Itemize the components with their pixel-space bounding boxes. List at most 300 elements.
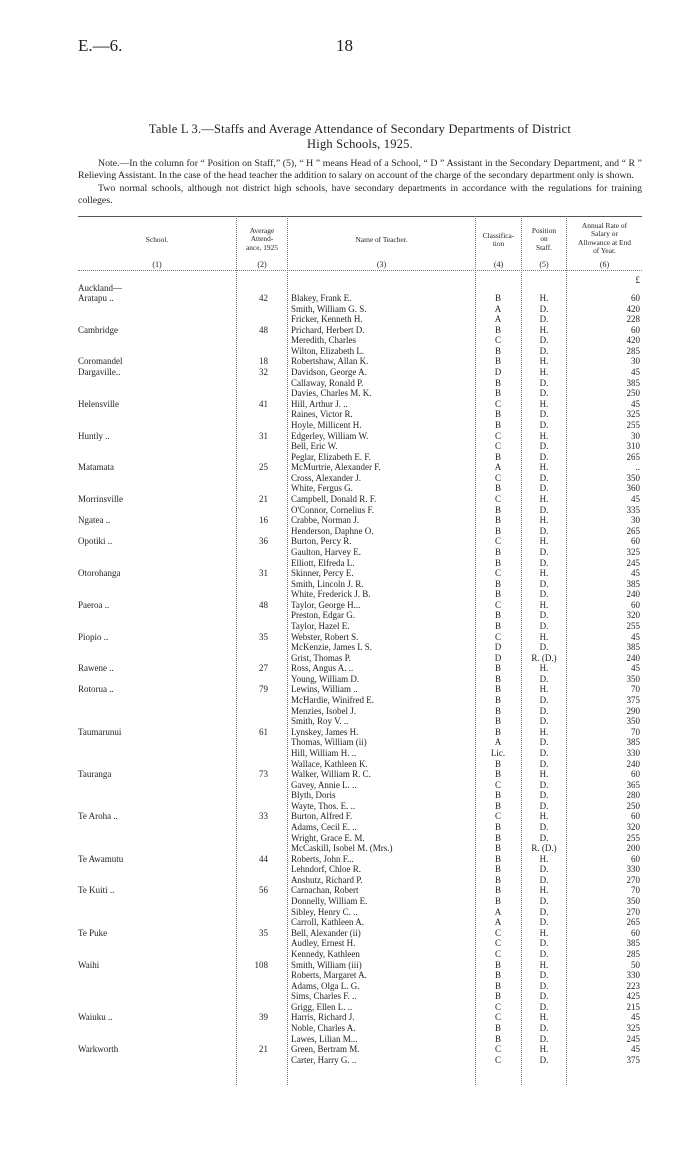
position-cell: D.: [539, 705, 549, 716]
col-header-school: School.: [145, 235, 169, 244]
classification-cell: C: [494, 536, 501, 547]
table-row: [0, 822, 700, 833]
table-row: [0, 1023, 700, 1034]
salary-cell: 240: [626, 758, 640, 769]
salary-cell: 330: [626, 970, 640, 981]
table-row: [0, 981, 700, 992]
teacher-name-cell: Green, Bertram M.: [291, 1044, 360, 1055]
position-cell: D.: [539, 578, 549, 589]
position-cell: D.: [539, 451, 549, 462]
salary-cell: 320: [626, 610, 640, 621]
position-cell: D.: [539, 790, 549, 801]
position-cell: D.: [539, 832, 549, 843]
teacher-name-cell: Wright, Grace E. M.: [291, 832, 365, 843]
position-cell: D.: [539, 345, 549, 356]
table-row: [0, 748, 700, 759]
classification-cell: B: [494, 356, 501, 367]
col-header-teacher: Name of Teacher.: [355, 235, 408, 244]
table-row: [0, 663, 700, 674]
school-cell: Matamata: [78, 462, 114, 473]
attendance-cell: 35: [259, 631, 268, 642]
classification-cell: B: [494, 822, 501, 832]
classification-cell: B: [494, 663, 501, 674]
teacher-name-cell: Peglar, Elizabeth E. F.: [291, 451, 371, 462]
teacher-name-cell: Lewins, William ..: [291, 684, 358, 695]
classification-cell: B: [494, 684, 501, 695]
classification-cell: C: [494, 441, 501, 452]
salary-cell: 45: [631, 367, 640, 378]
table-title-line-1: Table L 3.—Staffs and Average Attendance of Secondary Departments of District: [148, 122, 572, 136]
col-header-attendance-line-2: Attend-: [250, 234, 274, 244]
table-row: [0, 875, 700, 886]
position-cell: H.: [539, 631, 549, 642]
classification-cell: B: [494, 991, 501, 1002]
classification-cell: B: [494, 409, 501, 420]
classification-cell: B: [494, 853, 501, 864]
teacher-name-cell: Henderson, Daphne O.: [291, 525, 374, 536]
teacher-name-cell: Skinner, Percy E.: [291, 568, 354, 579]
teacher-name-cell: Anshutz, Richard P.: [291, 874, 363, 885]
classification-cell: A: [494, 906, 502, 917]
col-header-attendance: [237, 227, 287, 252]
classification-cell: A: [494, 462, 502, 473]
school-cell: Piopio ..: [78, 631, 109, 642]
classification-cell: C: [494, 938, 501, 949]
salary-cell: 250: [626, 388, 640, 399]
school-cell: Rawene ..: [78, 663, 114, 674]
table-row: [0, 431, 700, 442]
table-row: [0, 780, 700, 791]
salary-cell: 425: [626, 991, 640, 1002]
table-row: [0, 325, 700, 336]
table-row: [0, 399, 700, 410]
classification-cell: B: [494, 673, 501, 684]
position-cell: H.: [539, 398, 549, 409]
classification-cell: B: [494, 1033, 501, 1044]
salary-cell: 255: [626, 419, 640, 430]
position-cell: D.: [539, 864, 549, 875]
position-cell: H.: [539, 324, 549, 335]
teacher-name-cell: Lynskey, James H.: [291, 726, 359, 737]
col-number-1: (1): [152, 260, 162, 269]
table-row: [0, 526, 700, 537]
classification-cell: B: [494, 345, 501, 356]
table-row: [0, 441, 700, 452]
col-header-classification-line-1: Classifica-: [482, 231, 515, 240]
attendance-cell: 79: [259, 684, 268, 695]
teacher-name-cell: McMurtrie, Alexander F.: [291, 462, 381, 473]
teacher-name-cell: McHardie, Winifred E.: [291, 695, 374, 706]
position-cell: H.: [539, 684, 549, 695]
attendance-cell: 42: [259, 293, 268, 303]
position-cell: D.: [539, 388, 549, 399]
classification-cell: B: [494, 843, 501, 854]
classification-cell: B: [494, 557, 501, 568]
teacher-name-cell: Blyth, Doris: [291, 790, 336, 801]
position-cell: D.: [539, 546, 549, 557]
classification-cell: C: [494, 1001, 501, 1012]
classification-cell: B: [494, 377, 501, 388]
position-cell: D.: [539, 673, 549, 684]
salary-cell: 285: [626, 948, 640, 959]
teacher-name-cell: Smith, Lincoln J. R.: [291, 578, 364, 589]
teacher-name-cell: Fricker, Kenneth H.: [291, 314, 363, 325]
salary-cell: 30: [631, 515, 640, 526]
table-row: [0, 674, 700, 685]
salary-cell: 245: [626, 1033, 640, 1044]
position-cell: D.: [539, 472, 549, 483]
attendance-cell: 41: [259, 398, 268, 409]
classification-cell: B: [494, 758, 501, 769]
salary-cell: 350: [626, 896, 640, 907]
region-label: Auckland—: [78, 283, 122, 293]
position-cell: H.: [539, 726, 549, 737]
position-cell: D.: [539, 504, 549, 515]
teacher-name-cell: Wilton, Elizabeth L.: [291, 345, 365, 356]
teacher-name-cell: Carter, Harry G. ..: [291, 1054, 357, 1065]
classification-cell: B: [494, 790, 501, 801]
teacher-name-cell: Callaway, Ronald P.: [291, 377, 364, 388]
school-cell: Tauranga: [78, 769, 112, 780]
note-paragraph-2: Two normal schools, although not district high schools, have secondary departments in accordance with the regulations for training colleges.: [78, 183, 642, 206]
position-cell: D.: [539, 822, 549, 832]
page-number: 18: [336, 36, 353, 55]
classification-cell: B: [494, 716, 501, 727]
salary-cell: 320: [626, 822, 640, 832]
table-row: [0, 854, 700, 865]
position-cell: D.: [539, 747, 549, 758]
table-row: [0, 917, 700, 928]
attendance-cell: 35: [259, 927, 268, 938]
salary-cell: 330: [626, 864, 640, 875]
teacher-name-cell: Smith, William G. S.: [291, 303, 367, 314]
classification-cell: B: [494, 620, 501, 631]
col-header-position: [522, 227, 566, 252]
attendance-cell: 33: [259, 811, 268, 822]
classification-cell: A: [494, 314, 502, 325]
attendance-cell: 18: [259, 356, 268, 367]
teacher-name-cell: Hoyle, Millicent H.: [291, 419, 362, 430]
table-title: [78, 122, 642, 152]
classification-cell: B: [494, 864, 501, 875]
classification-cell: B: [494, 324, 501, 335]
position-cell: H.: [539, 885, 549, 896]
school-cell: Paeroa ..: [78, 599, 110, 610]
position-cell: H.: [539, 663, 549, 674]
position-cell: D.: [539, 409, 549, 420]
col-number-6: (6): [599, 260, 610, 269]
position-cell: D.: [539, 980, 549, 991]
position-cell: H.: [539, 293, 549, 303]
classification-cell: C: [494, 335, 501, 346]
position-cell: R. (D.): [531, 652, 557, 663]
position-cell: H.: [539, 1044, 549, 1055]
col-header-classification: [476, 232, 521, 249]
teacher-name-cell: Burton, Alfred F.: [291, 811, 353, 822]
teacher-name-cell: Lawes, Lilian M...: [291, 1033, 358, 1044]
teacher-name-cell: Campbell, Donald R. F.: [291, 494, 377, 505]
school-cell: Morrinsville: [78, 494, 123, 505]
salary-cell: 385: [626, 377, 640, 388]
classification-cell: C: [494, 599, 501, 610]
position-cell: D.: [539, 938, 549, 949]
classification-cell: B: [494, 1023, 501, 1034]
classification-cell: B: [494, 695, 501, 706]
note-paragraph-1: Note.—In the column for “ Position on Staff,” (5), “ H ” means Head of a School, “ D ” Assistant in the Secondary Department, and “ R ” Relieving Assistant. In the case of the head teacher the addition to salary on account of the charge of the secondary department only is shown.: [78, 158, 642, 181]
position-cell: H.: [539, 515, 549, 526]
position-cell: H.: [539, 462, 549, 473]
classification-cell: C: [494, 430, 501, 441]
teacher-name-cell: Smith, William (iii): [291, 959, 362, 970]
classification-cell: B: [494, 970, 501, 981]
teacher-name-cell: Audley, Ernest H.: [291, 938, 356, 949]
salary-cell: 270: [626, 874, 640, 885]
table-row: [0, 642, 700, 653]
classification-cell: C: [494, 1012, 501, 1023]
table-row: [0, 727, 700, 738]
table-row: [0, 505, 700, 516]
position-cell: D.: [539, 1054, 549, 1065]
classification-cell: B: [494, 546, 501, 557]
position-cell: H.: [539, 1012, 549, 1023]
salary-cell: 30: [631, 430, 640, 441]
teacher-name-cell: Adams, Cecil E. ..: [291, 822, 357, 832]
school-cell: Aratapu ..: [78, 293, 114, 303]
attendance-cell: 31: [259, 568, 268, 579]
classification-cell: B: [494, 610, 501, 621]
position-cell: D.: [539, 695, 549, 706]
school-cell: Te Puke: [78, 927, 108, 938]
teacher-name-cell: Davidson, George A.: [291, 367, 367, 378]
table-row: [0, 695, 700, 706]
salary-cell: 60: [631, 599, 640, 610]
table-row: [0, 970, 700, 981]
attendance-cell: 61: [259, 726, 268, 737]
school-cell: Taumarunui: [78, 726, 122, 737]
teacher-name-cell: McKenzie, James I. S.: [291, 642, 372, 653]
teacher-name-cell: Taylor, George H...: [291, 599, 361, 610]
col-header-salary-line-2: Salary or: [591, 229, 618, 239]
salary-cell: 250: [626, 800, 640, 811]
classification-cell: C: [494, 631, 501, 642]
salary-cell: 365: [626, 779, 640, 790]
table-row: [0, 716, 700, 727]
teacher-name-cell: Burton, Percy R.: [291, 536, 352, 547]
school-cell: Cambridge: [78, 324, 118, 335]
classification-cell: B: [494, 959, 501, 970]
salary-cell: 285: [626, 345, 640, 356]
teacher-name-cell: Grigg, Ellen L. ..: [291, 1001, 353, 1012]
school-cell: Waihi: [78, 959, 100, 970]
classification-cell: B: [494, 885, 501, 896]
col-header-salary-line-3: Allowance at End: [578, 237, 631, 247]
position-cell: H.: [539, 599, 549, 610]
position-cell: D.: [539, 525, 549, 536]
salary-cell: 290: [626, 705, 640, 716]
position-cell: D.: [539, 377, 549, 388]
table-top-rule: [78, 216, 642, 217]
table-row: [0, 790, 700, 801]
position-cell: D.: [539, 335, 549, 346]
classification-cell: B: [494, 769, 501, 780]
table-row: [0, 483, 700, 494]
teacher-name-cell: Sims, Charles F. ..: [291, 991, 357, 1002]
salary-cell: 375: [626, 695, 640, 706]
salary-cell: 45: [631, 494, 640, 505]
salary-cell: 60: [631, 927, 640, 938]
table-row: [0, 811, 700, 822]
table-row: [0, 356, 700, 367]
col-number-2: (2): [257, 260, 267, 269]
teacher-name-cell: McCaskill, Isobel M. (Mrs.): [291, 843, 393, 854]
classification-cell: B: [494, 800, 501, 811]
salary-cell: 45: [631, 568, 640, 579]
teacher-name-cell: Hill, Arthur J. ..: [291, 398, 348, 409]
classification-cell: B: [494, 419, 501, 430]
position-cell: H.: [539, 494, 549, 505]
school-cell: Coromandel: [78, 356, 123, 367]
document-reference: E.—6.: [78, 36, 123, 55]
attendance-cell: 16: [259, 515, 268, 526]
teacher-name-cell: Preston, Edgar G.: [291, 610, 355, 621]
table-row: [0, 1055, 700, 1066]
salary-cell: 60: [631, 853, 640, 864]
table-row: [0, 388, 700, 399]
table-row: [0, 706, 700, 717]
col-header-position-line-1: Position: [531, 226, 557, 235]
classification-cell: B: [494, 726, 501, 737]
teacher-name-cell: Menzies, Isobel J.: [291, 705, 356, 716]
table-row: [0, 462, 700, 473]
position-cell: D.: [539, 948, 549, 959]
salary-cell: 385: [626, 578, 640, 589]
teacher-name-cell: Wayte, Thos. E. ..: [291, 800, 356, 811]
salary-cell: 45: [631, 398, 640, 409]
salary-cell: 420: [626, 335, 640, 346]
position-cell: D.: [539, 642, 549, 653]
classification-cell: B: [494, 388, 501, 399]
table-row: [0, 864, 700, 875]
school-cell: Rotorua ..: [78, 684, 114, 695]
col-number-3: (3): [376, 260, 387, 269]
table-row: [0, 378, 700, 389]
attendance-cell: 31: [259, 430, 268, 441]
classification-cell: C: [494, 1044, 501, 1055]
col-header-salary-line-4: of Year.: [593, 246, 616, 256]
salary-cell: 330: [626, 747, 640, 758]
attendance-cell: 32: [259, 367, 268, 378]
classification-cell: C: [494, 811, 501, 822]
salary-cell: 45: [631, 1044, 640, 1055]
classification-cell: C: [494, 568, 501, 579]
teacher-name-cell: Hill, William H. ..: [291, 747, 357, 758]
position-cell: D.: [539, 557, 549, 568]
teacher-name-cell: Roberts, Margaret A.: [291, 970, 367, 981]
salary-cell: 385: [626, 642, 640, 653]
attendance-cell: 56: [259, 885, 268, 896]
table-row: [0, 304, 700, 315]
table-row: [0, 409, 700, 420]
classification-cell: B: [494, 504, 501, 515]
teacher-name-cell: Adams, Olga L. G.: [291, 980, 360, 991]
teacher-name-cell: Cross, Alexander J.: [291, 472, 361, 483]
classification-cell: B: [494, 874, 501, 885]
classification-cell: B: [494, 980, 501, 991]
position-cell: D.: [539, 620, 549, 631]
col-header-attendance-line-1: Average: [249, 226, 275, 235]
position-cell: D.: [539, 917, 549, 928]
salary-cell: 228: [626, 314, 640, 325]
salary-cell: 60: [631, 324, 640, 335]
teacher-name-cell: O'Connor, Cornelius F.: [291, 504, 375, 515]
position-cell: H.: [539, 959, 549, 970]
classification-cell: D: [494, 642, 502, 653]
table-row: [0, 938, 700, 949]
position-cell: D.: [539, 303, 549, 314]
table-row: [0, 960, 700, 971]
teacher-name-cell: Webster, Robert S.: [291, 631, 359, 642]
teacher-name-cell: Raines, Victor R.: [291, 409, 353, 420]
salary-cell: 240: [626, 652, 640, 663]
table-row: [0, 907, 700, 918]
salary-cell: 200: [626, 843, 640, 854]
attendance-cell: 25: [259, 462, 268, 473]
position-cell: D.: [539, 716, 549, 727]
position-cell: D.: [539, 991, 549, 1002]
salary-cell: 265: [626, 525, 640, 536]
salary-cell: 70: [631, 726, 640, 737]
teacher-name-cell: Donnelly, William E.: [291, 896, 368, 907]
salary-cell: 325: [626, 409, 640, 420]
table-row: [0, 346, 700, 357]
teacher-name-cell: Bell, Eric W.: [291, 441, 338, 452]
table-row: [0, 589, 700, 600]
salary-cell: ..: [635, 462, 640, 473]
region-row: [0, 283, 700, 294]
salary-cell: 30: [631, 356, 640, 367]
school-cell: Warkworth: [78, 1044, 119, 1055]
classification-cell: B: [494, 705, 501, 716]
teacher-name-cell: Lehndorf, Chloe R.: [291, 864, 361, 875]
position-cell: D.: [539, 1001, 549, 1012]
table-row: [0, 833, 700, 844]
teacher-name-cell: Roberts, John F...: [291, 853, 354, 864]
salary-cell: 325: [626, 546, 640, 557]
school-cell: Te Aroha ..: [78, 811, 118, 822]
position-cell: D.: [539, 779, 549, 790]
school-cell: Waiuku ..: [78, 1012, 113, 1023]
salary-cell: 240: [626, 589, 640, 600]
salary-cell: 350: [626, 673, 640, 684]
currency-symbol: £: [635, 275, 640, 285]
teacher-name-cell: Edgerley, William W.: [291, 430, 369, 441]
classification-cell: D: [494, 652, 502, 663]
position-cell: D.: [539, 1033, 549, 1044]
table-row: [0, 1034, 700, 1045]
table-row: [0, 293, 700, 304]
position-cell: D.: [539, 1023, 549, 1034]
attendance-cell: 21: [259, 494, 268, 505]
attendance-cell: 39: [259, 1012, 268, 1023]
classification-cell: B: [494, 515, 501, 526]
teacher-name-cell: Thomas, William (ii): [291, 737, 367, 748]
teacher-name-cell: Carroll, Kathleen A.: [291, 917, 364, 928]
position-cell: H.: [539, 853, 549, 864]
position-cell: D.: [539, 589, 549, 600]
salary-cell: 60: [631, 769, 640, 780]
col-header-salary-line-1: Annual Rate of: [581, 221, 628, 230]
salary-cell: 245: [626, 557, 640, 568]
